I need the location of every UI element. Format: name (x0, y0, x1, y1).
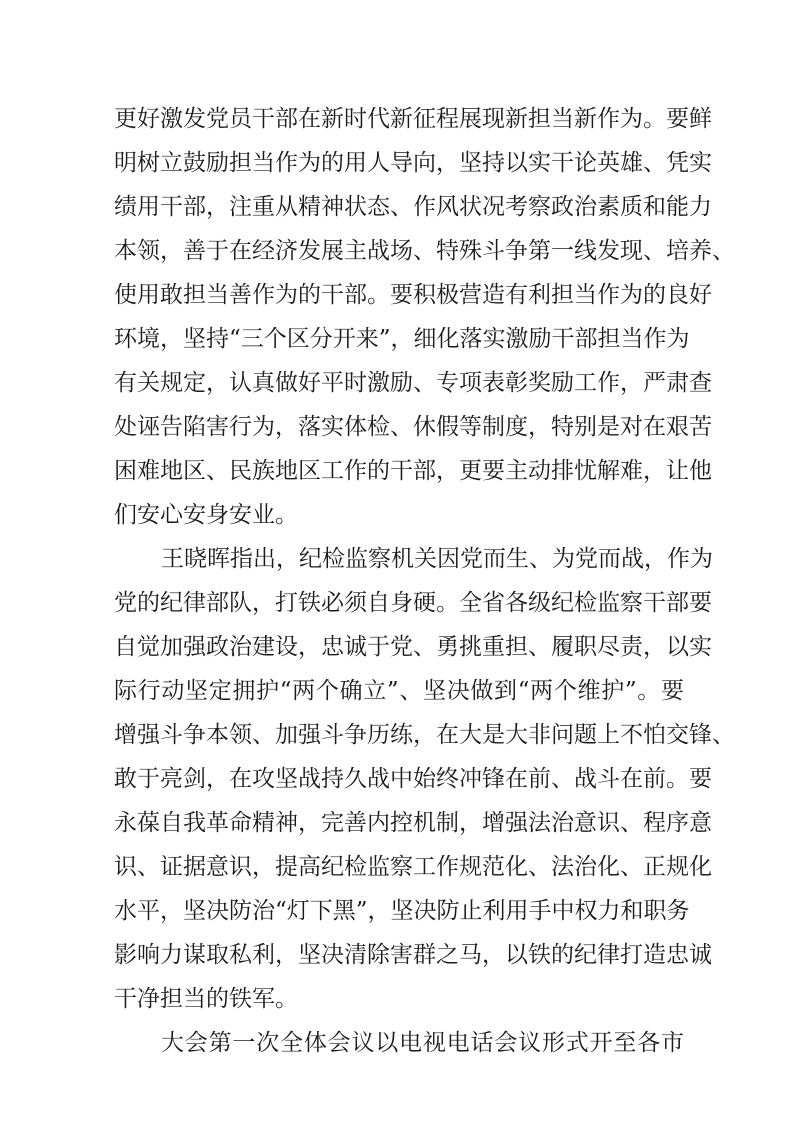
text-line: 党的纪律部队，打铁必须自身硬。全省各级纪检监察干部要 (114, 590, 712, 616)
text-line: 敢于亮剑，在攻坚战持久战中始终冲锋在前、战斗在前。要 (114, 766, 712, 792)
text-line: 环境，坚持“三个区分开来”，细化落实激励干部担当作为 (114, 326, 690, 352)
text-line: 自觉加强政治建设，忠诚于党、勇挑重担、履职尽责，以实 (114, 634, 712, 660)
text-line: 使用敢担当善作为的干部。要积极营造有利担当作为的良好 (114, 282, 712, 308)
text-line: 增强斗争本领、加强斗争历练，在大是大非问题上不怕交锋、 (114, 722, 735, 748)
text-line: 际行动坚定拥护“两个确立”、坚决做到“两个维护”。要 (114, 678, 684, 704)
text-line: 干净担当的铁军。 (114, 986, 298, 1012)
text-line: 困难地区、民族地区工作的干部，更要主动排忧解难，让他 (114, 458, 712, 484)
text-line: 本领，善于在经济发展主战场、特殊斗争第一线发现、培养、 (114, 238, 735, 264)
text-line: 大会第一次全体会议以电视电话会议形式开至各市 (161, 1030, 684, 1056)
text-line: 王晓晖指出，纪检监察机关因党而生、为党而战，作为 (161, 546, 713, 572)
text-line: 更好激发党员干部在新时代新征程展现新担当新作为。要鲜 (114, 106, 712, 132)
paragraph-1 (114, 97, 735, 537)
paragraph-2 (114, 537, 735, 1021)
text-line: 明树立鼓励担当作为的用人导向，坚持以实干论英雄、凭实 (114, 150, 712, 176)
text-line: 永葆自我革命精神，完善内控机制，增强法治意识、程序意 (114, 810, 712, 836)
text-line: 有关规定，认真做好平时激励、专项表彰奖励工作，严肃查 (114, 370, 712, 396)
document-body (114, 97, 735, 1065)
text-line: 识、证据意识，提高纪检监察工作规范化、法治化、正规化 (114, 854, 712, 880)
text-line: 绩用干部，注重从精神状态、作风状况考察政治素质和能力 (114, 194, 712, 220)
paragraph-3 (114, 1021, 684, 1065)
text-line: 水平，坚决防治“灯下黑”，坚决防止利用手中权力和职务 (114, 898, 690, 924)
text-line: 们安心安身安业。 (114, 502, 298, 528)
text-line: 影响力谋取私利，坚决清除害群之马，以铁的纪律打造忠诚 (114, 942, 712, 968)
text-line: 处诬告陷害行为，落实体检、休假等制度，特别是对在艰苦 (114, 414, 712, 440)
